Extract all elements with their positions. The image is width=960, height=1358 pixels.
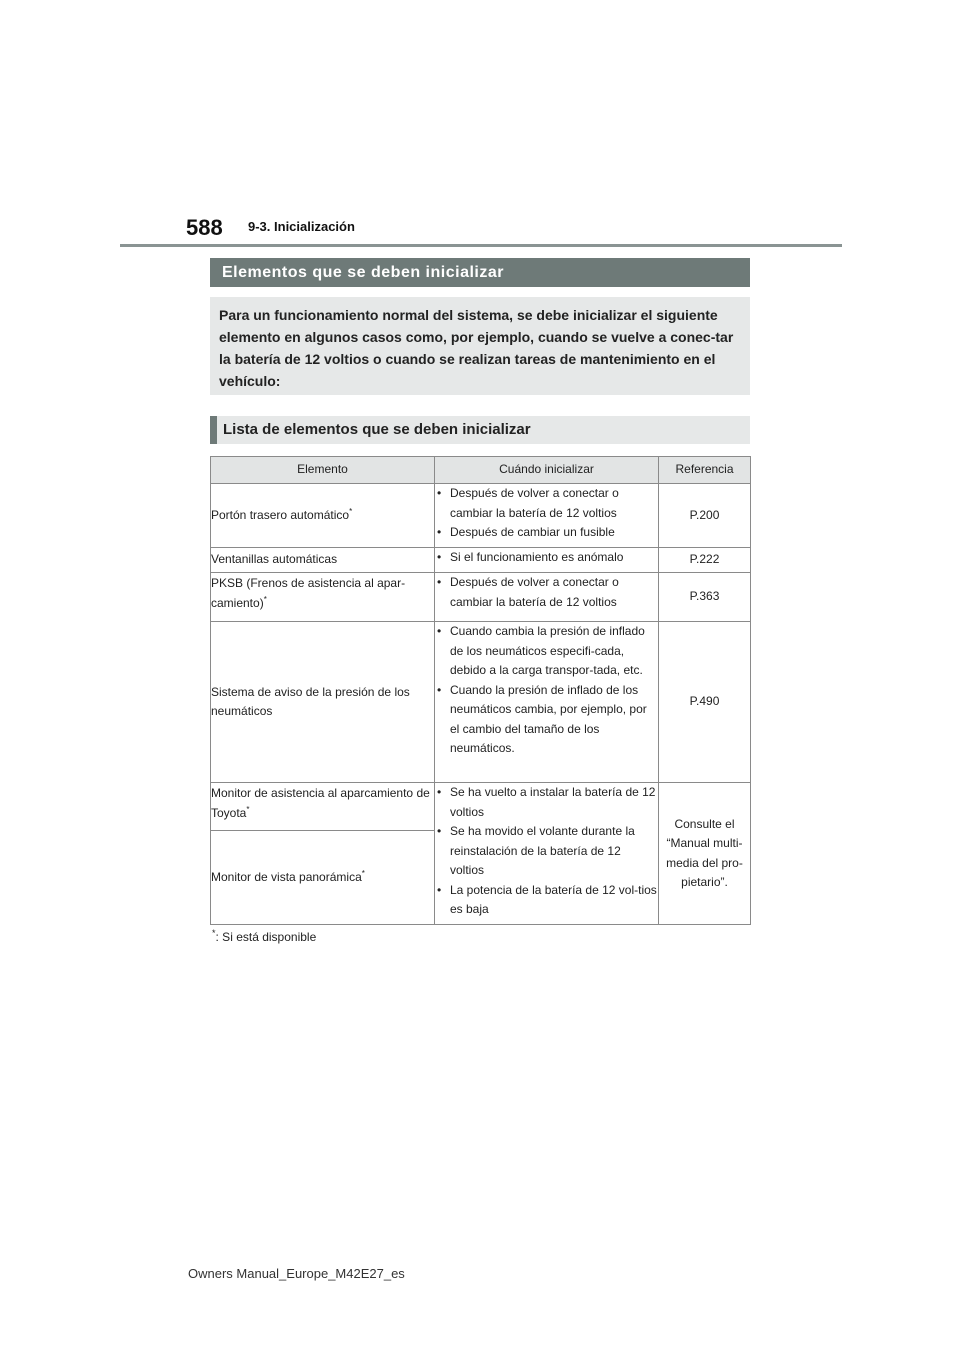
subsection-title: Lista de elementos que se deben inicializar — [210, 416, 750, 444]
when-cell — [435, 548, 659, 573]
initialization-table — [210, 456, 751, 925]
table-row — [211, 573, 751, 622]
condition-item: • Se ha movido el volante durante la reinstalación de la batería de 12 voltios — [435, 822, 658, 881]
table-header-row — [211, 457, 751, 484]
footnote — [212, 930, 316, 944]
condition-item: • Después de cambiar un fusible — [435, 523, 658, 543]
condition-item: • Se ha vuelto a instalar la batería de 12 voltios — [435, 783, 658, 822]
when-cell — [435, 622, 659, 783]
column-header-item: Elemento — [211, 457, 435, 484]
condition-item: • Cuando cambia la presión de inflado de los neumáticos especifi-cada, debido a la carga transpor-tada, etc. — [435, 622, 658, 681]
item-cell — [211, 548, 435, 573]
item-label: PKSB (Frenos de asistencia al apar-camiento) — [211, 576, 406, 610]
header-divider — [120, 244, 842, 247]
condition-item: • Después de volver a conectar o cambiar la batería de 12 voltios — [435, 484, 658, 523]
footnote-text: : Si está disponible — [215, 930, 317, 944]
intro-paragraph: Para un funcionamiento normal del sistema, se debe inicializar el siguiente elemento en algunos casos como, por ejemplo, cuando se vuelve a conec-tar la batería de 12 voltios o cuando se realizan tareas de mantenimiento en el vehículo: — [210, 297, 750, 395]
item-cell — [211, 783, 435, 831]
table-row — [211, 783, 751, 831]
item-label: Sistema de aviso de la presión de los neumáticos — [211, 684, 410, 718]
reference-cell: P.222 — [659, 548, 751, 573]
document-footer: Owners Manual_Europe_M42E27_es — [188, 1266, 405, 1281]
footnote-asterisk: * — [212, 928, 216, 938]
column-header-when: Cuándo inicializar — [435, 457, 659, 484]
reference-cell: P.490 — [659, 622, 751, 783]
condition-item: • Si el funcionamiento es anómalo — [435, 548, 658, 568]
table-row — [211, 548, 751, 573]
condition-item: • Cuando la presión de inflado de los neumáticos cambia, por ejemplo, por el cambio del tamaño de los neumáticos. — [435, 681, 658, 759]
reference-cell: P.363 — [659, 573, 751, 622]
item-label: Portón trasero automático — [211, 507, 350, 522]
asterisk-mark: * — [349, 506, 353, 516]
asterisk-mark: * — [246, 804, 250, 814]
item-label: Monitor de vista panorámica — [211, 869, 362, 884]
item-cell — [211, 484, 435, 548]
section-reference: 9-3. Inicialización — [248, 219, 355, 234]
item-label: Ventanillas automáticas — [211, 552, 338, 567]
section-title: Elementos que se deben inicializar — [210, 258, 750, 287]
when-cell — [435, 573, 659, 622]
item-label: Monitor de asistencia al aparcamiento de Toyota — [211, 786, 430, 820]
item-cell — [211, 831, 435, 925]
column-header-reference: Referencia — [659, 457, 751, 484]
reference-cell: Consulte el “Manual multi-media del pro-pietario”. — [659, 783, 751, 925]
item-cell — [211, 622, 435, 783]
table-row — [211, 622, 751, 783]
condition-item: • Después de volver a conectar o cambiar la batería de 12 voltios — [435, 573, 658, 612]
asterisk-mark: * — [361, 868, 365, 878]
when-cell — [435, 484, 659, 548]
condition-item: • La potencia de la batería de 12 vol-tios es baja — [435, 881, 658, 920]
reference-cell: P.200 — [659, 484, 751, 548]
when-cell — [435, 783, 659, 925]
page-number: 588 — [186, 215, 223, 240]
table-row — [211, 484, 751, 548]
item-cell — [211, 573, 435, 622]
asterisk-mark: * — [263, 594, 267, 604]
